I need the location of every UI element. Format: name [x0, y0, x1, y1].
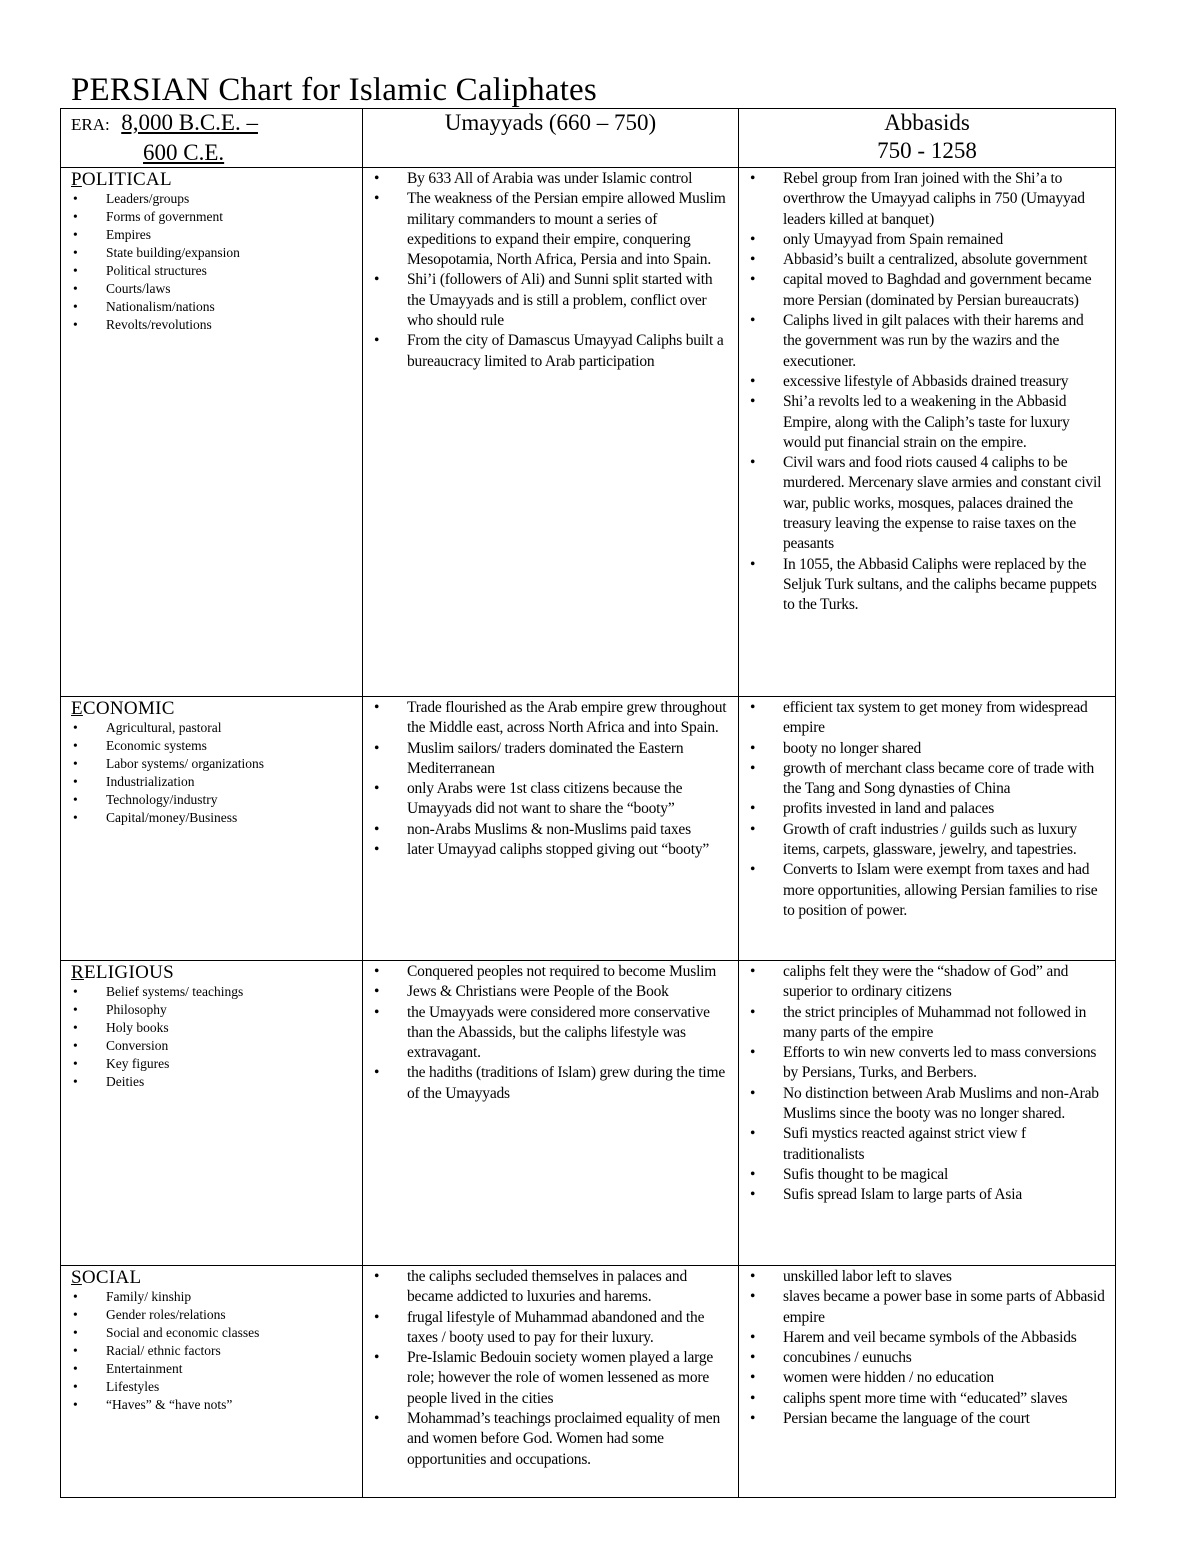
- abbasids-point: • Shi’a revolts led to a weakening in the Abbasid Empire, along with the Caliph’s taste for luxury would put financial strain on the empire.: [739, 392, 1115, 453]
- subtopic-item: • Key figures: [61, 1055, 362, 1073]
- economic-umayyads-cell: [363, 697, 739, 961]
- abbasids-point: • Harem and veil became symbols of the Abbasids: [739, 1328, 1115, 1348]
- abbasids-point: • Efforts to win new converts led to mass conversions by Persians, Turks, and Berbers.: [739, 1043, 1115, 1084]
- abbasids-point: • excessive lifestyle of Abbasids drained treasury: [739, 372, 1115, 392]
- political-row: [61, 168, 1116, 697]
- subtopic-item: • Leaders/groups: [61, 190, 362, 208]
- abbasids-point: • Sufis thought to be magical: [739, 1165, 1115, 1185]
- umayyads-point: • Conquered peoples not required to become Muslim: [363, 962, 738, 982]
- subtopic-item: • Philosophy: [61, 1001, 362, 1019]
- abbasids-point: • only Umayyad from Spain remained: [739, 230, 1115, 250]
- umayyads-point: • the hadiths (traditions of Islam) grew during the time of the Umayyads: [363, 1063, 738, 1104]
- subtopic-item: • “Haves” & “have nots”: [61, 1396, 362, 1414]
- category-label: ELIGIOUS: [83, 962, 174, 983]
- political-subtopics: [61, 190, 362, 334]
- religious-category-cell: [61, 961, 363, 1266]
- umayyads-point: • Mohammad’s teachings proclaimed equality of men and women before God. Women had some opportunities and occupations.: [363, 1409, 738, 1470]
- caliphates-chart-table: [60, 108, 1116, 1498]
- social-subtopics: [61, 1288, 362, 1414]
- social-abbasids-cell: [739, 1266, 1116, 1498]
- abbasids-point: • caliphs spent more time with “educated” slaves: [739, 1389, 1115, 1409]
- social-umayyads-list: [363, 1266, 738, 1470]
- social-umayyads-cell: [363, 1266, 739, 1498]
- umayyads-point: • From the city of Damascus Umayyad Caliphs built a bureaucracy limited to Arab participation: [363, 331, 738, 372]
- abbasids-header-cell: [739, 109, 1116, 168]
- abbasids-point: • Civil wars and food riots caused 4 caliphs to be murdered. Mercenary slave armies and constant civil war, public works, mosques, palaces drained the treasury leaving the expense to raise taxes on the peasants: [739, 453, 1115, 554]
- category-label: CONOMIC: [82, 698, 175, 719]
- abbasids-point: • women were hidden / no education: [739, 1368, 1115, 1388]
- abbasids-point: • caliphs felt they were the “shadow of God” and superior to ordinary citizens: [739, 962, 1115, 1003]
- umayyads-header: Umayyads (660 – 750): [444, 110, 657, 135]
- economic-umayyads-list: [363, 697, 738, 860]
- abbasids-point: • the strict principles of Muhammad not followed in many parts of the empire: [739, 1003, 1115, 1044]
- religious-umayyads-cell: [363, 961, 739, 1266]
- era-header-cell: [61, 109, 363, 168]
- political-category-cell: [61, 168, 363, 697]
- economic-subtopics: [61, 719, 362, 827]
- category-initial: S: [71, 1267, 82, 1288]
- abbasids-point: • Abbasid’s built a centralized, absolute government: [739, 250, 1115, 270]
- umayyads-point: • the Umayyads were considered more conservative than the Abassids, but the caliphs lifestyle was extravagant.: [363, 1003, 738, 1064]
- abbasids-point: • profits invested in land and palaces: [739, 799, 1115, 819]
- umayyads-point: • the caliphs secluded themselves in palaces and became addicted to luxuries and harems.: [363, 1267, 738, 1308]
- category-initial: R: [71, 962, 84, 983]
- subtopic-item: • Gender roles/relations: [61, 1306, 362, 1324]
- subtopic-item: • Capital/money/Business: [61, 809, 362, 827]
- abbasids-point: • Caliphs lived in gilt palaces with their harems and the government was run by the wazirs and the executioner.: [739, 311, 1115, 372]
- page-title: PERSIAN Chart for Islamic Caliphates: [71, 72, 597, 108]
- abbasids-point: • capital moved to Baghdad and government became more Persian (dominated by Persian bureaucrats): [739, 270, 1115, 311]
- umayyads-point: • Jews & Christians were People of the Book: [363, 982, 738, 1002]
- economic-category-heading: [61, 697, 362, 719]
- abbasids-point: • slaves became a power base in some parts of Abbasid empire: [739, 1287, 1115, 1328]
- subtopic-item: • Racial/ ethnic factors: [61, 1342, 362, 1360]
- umayyads-point: • Muslim sailors/ traders dominated the Eastern Mediterranean: [363, 739, 738, 780]
- category-label: OCIAL: [81, 1267, 142, 1288]
- abbasids-point: • Converts to Islam were exempt from taxes and had more opportunities, allowing Persian families to rise to position of power.: [739, 860, 1115, 921]
- economic-abbasids-list: [739, 697, 1115, 921]
- subtopic-item: • Nationalism/nations: [61, 298, 362, 316]
- subtopic-item: • Political structures: [61, 262, 362, 280]
- abbasids-point: • Sufi mystics reacted against strict view f traditionalists: [739, 1124, 1115, 1165]
- social-category-heading: [61, 1266, 362, 1288]
- umayyads-point: • later Umayyad caliphs stopped giving out “booty”: [363, 840, 738, 860]
- umayyads-point: • Trade flourished as the Arab empire grew throughout the Middle east, across North Africa and into Spain.: [363, 698, 738, 739]
- abbasids-point: • growth of merchant class became core of trade with the Tang and Song dynasties of China: [739, 759, 1115, 800]
- religious-abbasids-list: [739, 961, 1115, 1206]
- subtopic-item: • Technology/industry: [61, 791, 362, 809]
- subtopic-item: • Entertainment: [61, 1360, 362, 1378]
- subtopic-item: • Conversion: [61, 1037, 362, 1055]
- subtopic-item: • Labor systems/ organizations: [61, 755, 362, 773]
- umayyads-point: • non-Arabs Muslims & non-Muslims paid taxes: [363, 820, 738, 840]
- umayyads-point: • only Arabs were 1st class citizens because the Umayyads did not want to share the “booty”: [363, 779, 738, 820]
- abbasids-point: • In 1055, the Abbasid Caliphs were replaced by the Seljuk Turk sultans, and the caliphs became puppets to the Turks.: [739, 555, 1115, 616]
- religious-umayyads-list: [363, 961, 738, 1104]
- subtopic-item: • Social and economic classes: [61, 1324, 362, 1342]
- abbasids-point: • Rebel group from Iran joined with the Shi’a to overthrow the Umayyad caliphs in 750 (Umayyad leaders killed at banquet): [739, 169, 1115, 230]
- header-row: [61, 109, 1116, 168]
- abbasids-point: • concubines / eunuchs: [739, 1348, 1115, 1368]
- political-category-heading: [61, 168, 362, 190]
- abbasids-point: • Growth of craft industries / guilds such as luxury items, carpets, glassware, jewelry, and tapestries.: [739, 820, 1115, 861]
- social-abbasids-list: [739, 1266, 1115, 1429]
- economic-category-cell: [61, 697, 363, 961]
- subtopic-item: • Agricultural, pastoral: [61, 719, 362, 737]
- abbasids-point: • Sufis spread Islam to large parts of Asia: [739, 1185, 1115, 1205]
- political-abbasids-list: [739, 168, 1115, 616]
- religious-category-heading: [61, 961, 362, 983]
- era-range-end: 600 C.E.: [143, 140, 225, 165]
- era-label: ERA:: [71, 115, 110, 134]
- social-category-cell: [61, 1266, 363, 1498]
- political-umayyads-cell: [363, 168, 739, 697]
- umayyads-header-cell: [363, 109, 739, 168]
- subtopic-item: • Forms of government: [61, 208, 362, 226]
- subtopic-item: • Revolts/revolutions: [61, 316, 362, 334]
- economic-abbasids-cell: [739, 697, 1116, 961]
- category-initial: P: [71, 169, 82, 190]
- subtopic-item: • Empires: [61, 226, 362, 244]
- umayyads-point: • By 633 All of Arabia was under Islamic control: [363, 169, 738, 189]
- umayyads-point: • Shi’i (followers of Ali) and Sunni split started with the Umayyads and is still a problem, conflict over who should rule: [363, 270, 738, 331]
- subtopic-item: • Lifestyles: [61, 1378, 362, 1396]
- social-row: [61, 1266, 1116, 1498]
- subtopic-item: • Industrialization: [61, 773, 362, 791]
- abbasids-point: • No distinction between Arab Muslims and non-Arab Muslims since the booty was no longer shared.: [739, 1084, 1115, 1125]
- abbasids-point: • Persian became the language of the court: [739, 1409, 1115, 1429]
- political-umayyads-list: [363, 168, 738, 372]
- abbasids-point: • booty no longer shared: [739, 739, 1115, 759]
- subtopic-item: • Family/ kinship: [61, 1288, 362, 1306]
- subtopic-item: • Belief systems/ teachings: [61, 983, 362, 1001]
- category-label: OLITICAL: [81, 169, 172, 190]
- subtopic-item: • Economic systems: [61, 737, 362, 755]
- umayyads-point: • The weakness of the Persian empire allowed Muslim military commanders to mount a series of expeditions to expand their empire, conquering Mesopotamia, North Africa, Persia and into Spain.: [363, 189, 738, 270]
- religious-row: [61, 961, 1116, 1266]
- era-range-start: 8,000 B.C.E. –: [121, 110, 258, 135]
- subtopic-item: • State building/expansion: [61, 244, 362, 262]
- economic-row: [61, 697, 1116, 961]
- category-initial: E: [71, 698, 83, 719]
- abbasids-point: • unskilled labor left to slaves: [739, 1267, 1115, 1287]
- subtopic-item: • Holy books: [61, 1019, 362, 1037]
- subtopic-item: • Courts/laws: [61, 280, 362, 298]
- umayyads-point: • Pre-Islamic Bedouin society women played a large role; however the role of women lessened as more people lived in the cities: [363, 1348, 738, 1409]
- subtopic-item: • Deities: [61, 1073, 362, 1091]
- abbasids-header-title: Abbasids: [884, 110, 970, 135]
- umayyads-point: • frugal lifestyle of Muhammad abandoned and the taxes / booty used to pay for their luxury.: [363, 1308, 738, 1349]
- abbasids-point: • efficient tax system to get money from widespread empire: [739, 698, 1115, 739]
- political-abbasids-cell: [739, 168, 1116, 697]
- religious-subtopics: [61, 983, 362, 1091]
- abbasids-header-dates: 750 - 1258: [877, 138, 977, 163]
- religious-abbasids-cell: [739, 961, 1116, 1266]
